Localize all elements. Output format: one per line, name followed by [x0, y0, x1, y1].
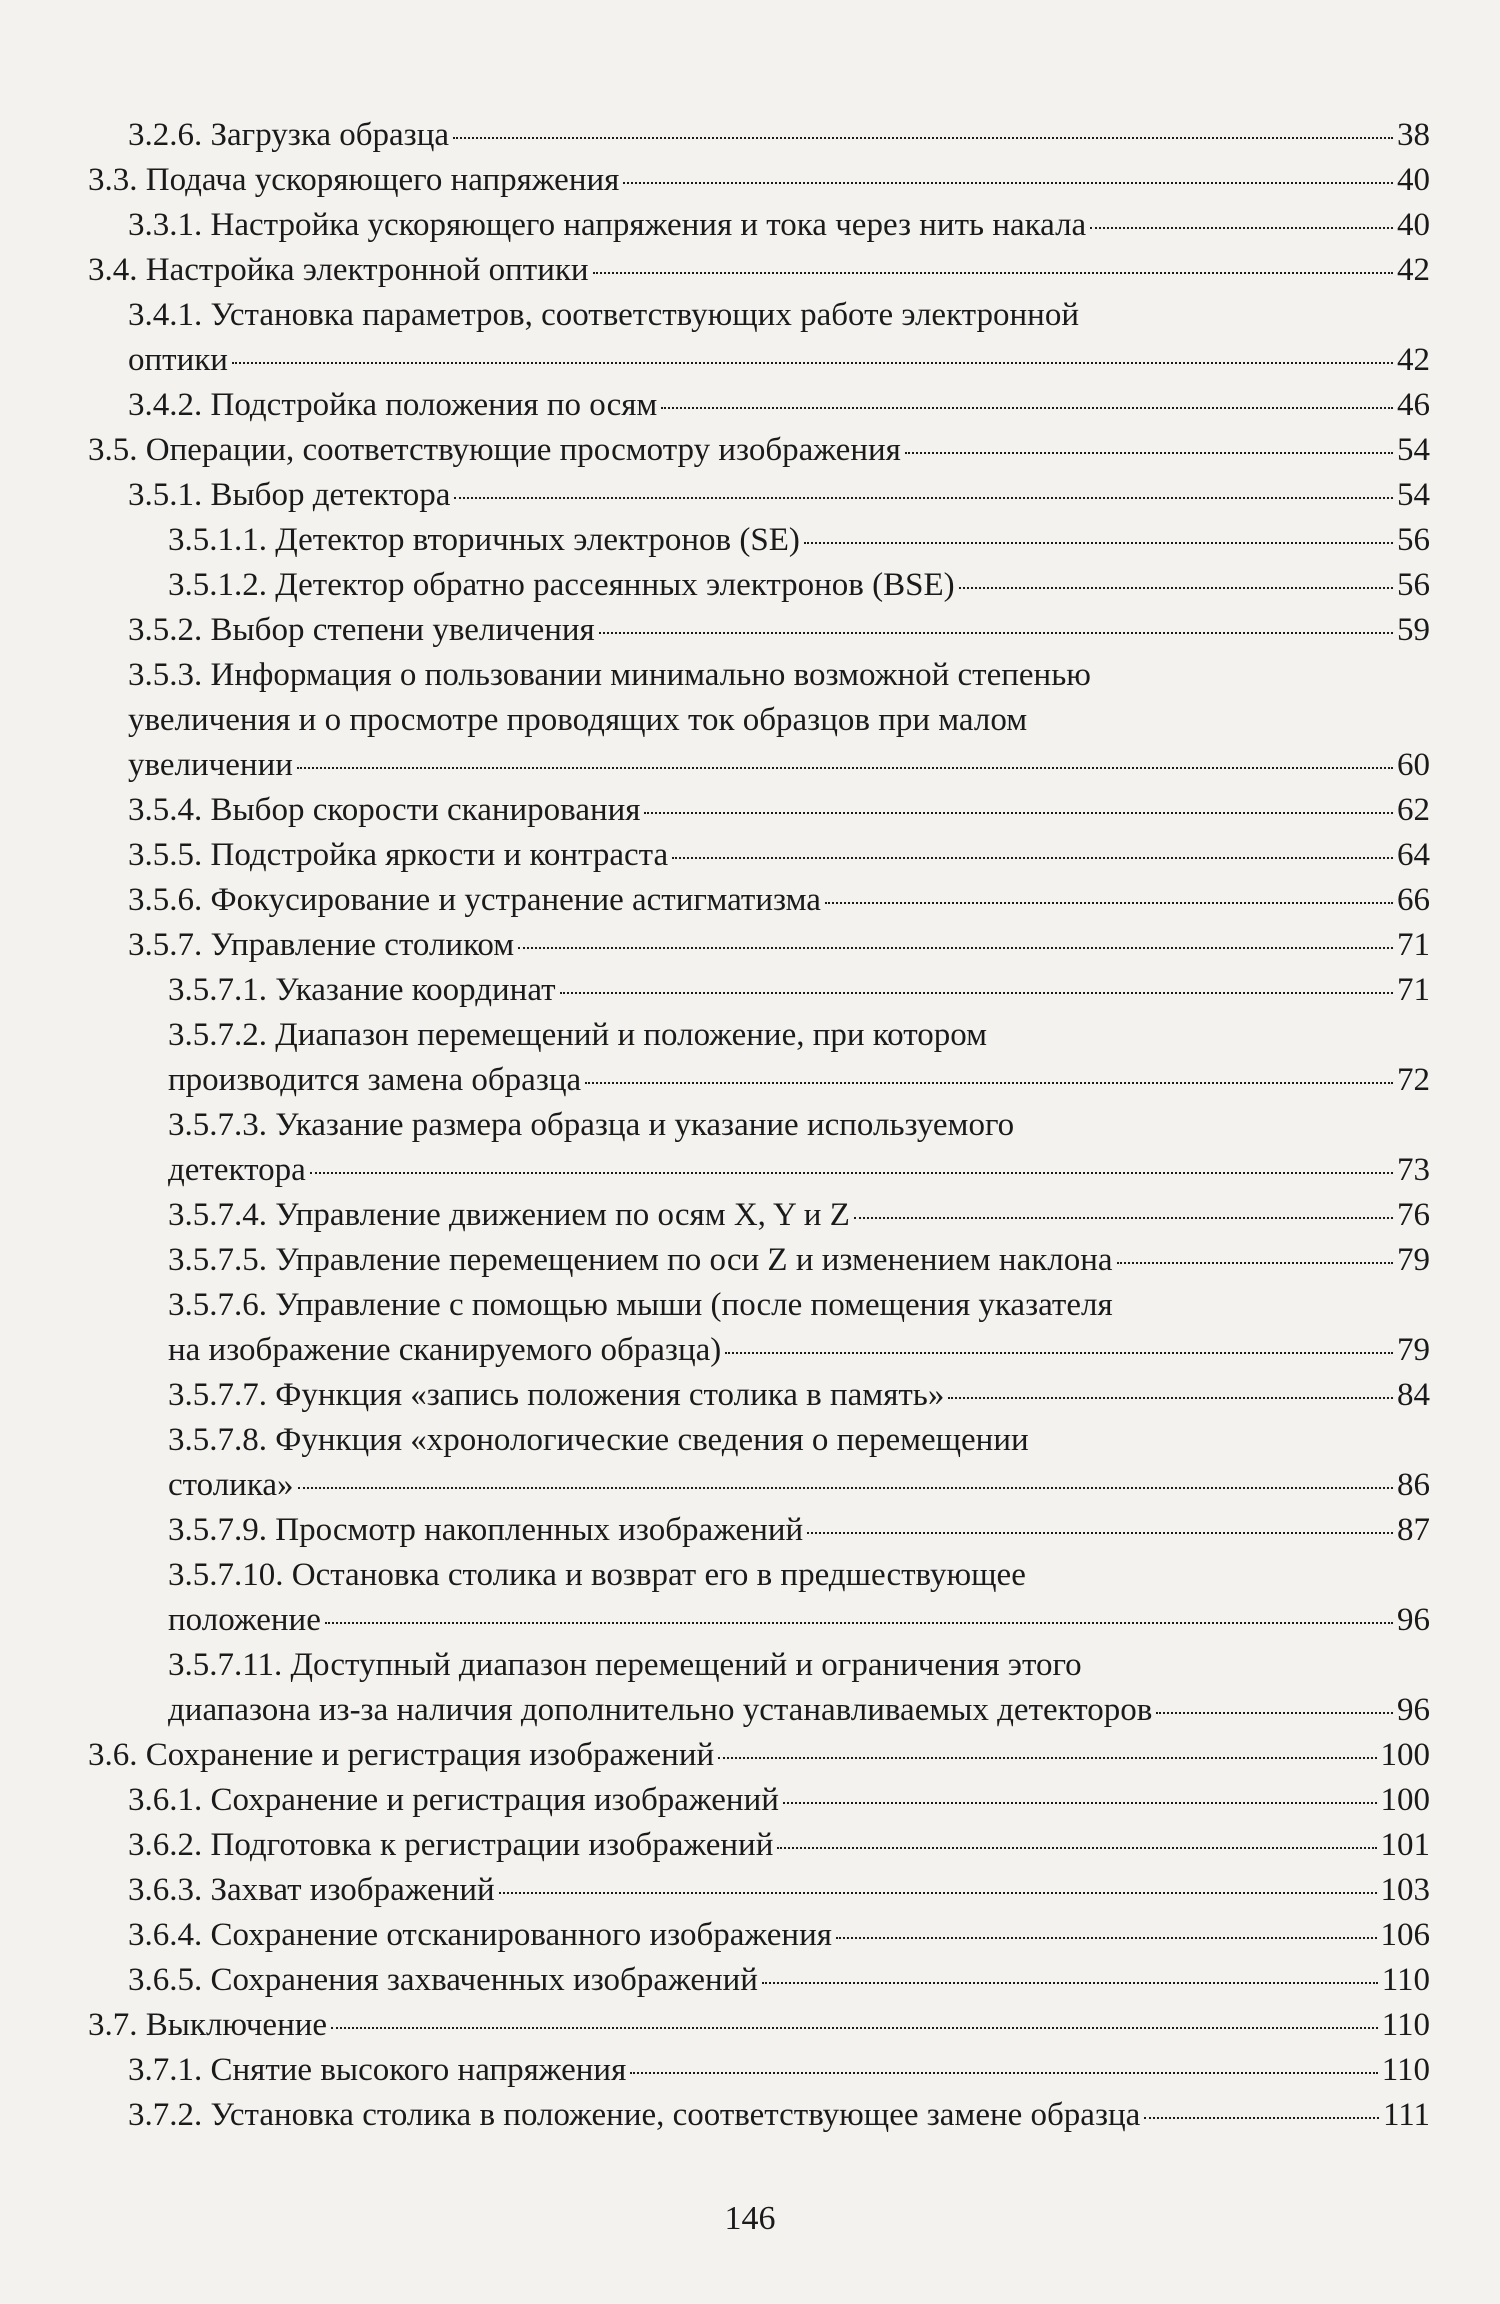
toc-entry-row	[168, 1238, 1430, 1283]
toc-entry-row	[128, 923, 1430, 968]
toc-entry-page: 79	[1397, 1242, 1430, 1278]
toc-entry-title: 3.7. Выключение	[88, 2007, 328, 2043]
toc-entry-page: 66	[1397, 882, 1430, 918]
toc-entry-title: 3.6.3. Захват изображений	[128, 1872, 495, 1908]
dot-leader	[1156, 1712, 1393, 1714]
toc-entry-row	[128, 338, 1430, 383]
toc-entry	[88, 1643, 1430, 1733]
toc-entry-title: 3.5.1.1. Детектор вторичных электронов (SE)	[168, 522, 800, 558]
toc-entry-row	[168, 1328, 1430, 1373]
toc-entry	[88, 2048, 1430, 2093]
toc-entry-title: 3.6.5. Сохранения захваченных изображений	[128, 1962, 758, 1998]
toc-entry-title: диапазона из-за наличия дополнительно устанавливаемых детекторов	[168, 1692, 1153, 1728]
toc-entry	[88, 428, 1430, 473]
dot-leader	[804, 542, 1393, 544]
toc-entry-title: 3.5.7.4. Управление движением по осям X, Y и Z	[168, 1197, 850, 1233]
toc-entry	[88, 518, 1430, 563]
dot-leader	[905, 452, 1393, 454]
toc-entry-row	[168, 1598, 1430, 1643]
toc-entry-title: столика»	[168, 1467, 294, 1503]
toc-entry-page: 110	[1381, 2052, 1430, 2088]
toc-entry-row	[128, 878, 1430, 923]
toc-entry-row	[168, 518, 1430, 563]
toc-entry-page: 54	[1397, 432, 1430, 468]
toc-entry-page: 60	[1397, 747, 1430, 783]
toc-entry-page: 71	[1397, 927, 1430, 963]
toc-entry-page: 76	[1397, 1197, 1430, 1233]
toc-entry-title-line: 3.5.7.3. Указание размера образца и указание используемого	[168, 1107, 1015, 1143]
toc-entry-page: 86	[1397, 1467, 1430, 1503]
toc-entry	[88, 1778, 1430, 1823]
toc-entry-row	[168, 563, 1430, 608]
toc-entry	[88, 1238, 1430, 1283]
dot-leader	[1144, 2117, 1379, 2119]
toc-entry	[88, 2003, 1430, 2048]
toc-entry-title: 3.5.2. Выбор степени увеличения	[128, 612, 595, 648]
toc-entry-page: 56	[1397, 522, 1430, 558]
toc-entry	[88, 203, 1430, 248]
toc-entry	[88, 473, 1430, 518]
dot-leader	[560, 992, 1393, 994]
toc-entry-title-line: увеличения и о просмотре проводящих ток образцов при малом	[128, 702, 1028, 738]
toc-entry	[88, 1508, 1430, 1553]
toc-entry	[88, 788, 1430, 833]
dot-leader	[836, 1937, 1377, 1939]
toc-entry	[88, 383, 1430, 428]
toc-entry-title-line: 3.5.7.2. Диапазон перемещений и положение, при котором	[168, 1017, 987, 1053]
toc-entry	[88, 1103, 1430, 1193]
toc-entry-page: 59	[1397, 612, 1430, 648]
toc-entry-row	[128, 788, 1430, 833]
dot-leader	[762, 1982, 1378, 1984]
toc-entry-title: 3.2.6. Загрузка образца	[128, 117, 450, 153]
toc-entry-title: 3.5.7.5. Управление перемещением по оси Z и изменением наклона	[168, 1242, 1113, 1278]
toc-entry-page: 40	[1397, 207, 1430, 243]
toc-entry-row	[128, 743, 1430, 788]
toc-entry-page: 101	[1380, 1827, 1430, 1863]
toc-entry	[88, 833, 1430, 878]
toc-entry-page: 42	[1397, 342, 1430, 378]
toc-entry-page: 87	[1397, 1512, 1430, 1548]
toc-entry	[88, 1958, 1430, 2003]
toc-entry-title: 3.3.1. Настройка ускоряющего напряжения и тока через нить накала	[128, 207, 1087, 243]
toc-entry-title: 3.6.2. Подготовка к регистрации изображений	[128, 1827, 774, 1863]
dot-leader	[599, 632, 1393, 634]
toc-entry-page: 110	[1381, 1962, 1430, 1998]
toc-entry-row	[128, 608, 1430, 653]
toc-entry-title: на изображение сканируемого образца)	[168, 1332, 722, 1368]
toc-entry-title: 3.5.7.9. Просмотр накопленных изображений	[168, 1512, 804, 1548]
toc-entry-page: 64	[1397, 837, 1430, 873]
dot-leader	[593, 272, 1393, 274]
toc-entry-title-line: 3.5.7.6. Управление с помощью мыши (после помещения указателя	[168, 1287, 1113, 1323]
toc-entry-title: 3.5.7. Управление столиком	[128, 927, 515, 963]
dot-leader	[807, 1532, 1393, 1534]
toc-entry-row	[88, 428, 1430, 473]
toc-entry	[88, 158, 1430, 203]
dot-leader	[298, 1487, 1393, 1489]
toc-entry	[88, 113, 1430, 158]
toc-entry	[88, 1868, 1430, 1913]
toc-entry-page: 46	[1397, 387, 1430, 423]
toc-entry-title-line: 3.5.7.8. Функция «хронологические сведения о перемещении	[168, 1422, 1029, 1458]
toc-entry-row	[128, 2093, 1430, 2138]
toc-entry-row	[88, 248, 1430, 293]
toc-entry-page: 38	[1397, 117, 1430, 153]
toc-entry-row	[168, 968, 1430, 1013]
toc-entry	[88, 2093, 1430, 2138]
dot-leader	[825, 902, 1393, 904]
toc-entry-title: 3.4.2. Подстройка положения по осям	[128, 387, 658, 423]
toc-entry-page: 111	[1382, 2097, 1430, 2133]
toc-entry-title: 3.6.1. Сохранение и регистрация изображений	[128, 1782, 779, 1818]
toc-entry	[88, 248, 1430, 293]
dot-leader	[1090, 227, 1393, 229]
toc-entry	[88, 1193, 1430, 1238]
toc-entry-title: 3.5.4. Выбор скорости сканирования	[128, 792, 641, 828]
toc-entry-row	[128, 473, 1430, 518]
toc-entry-row	[168, 1193, 1430, 1238]
toc-entry-title: детектора	[168, 1152, 306, 1188]
toc-entry-title: 3.7.2. Установка столика в положение, соответствующее замене образца	[128, 2097, 1141, 2133]
dot-leader	[297, 767, 1393, 769]
toc-entry-row	[128, 833, 1430, 878]
toc-entry	[88, 563, 1430, 608]
toc-entry-page: 73	[1397, 1152, 1430, 1188]
toc-entry-title: 3.4. Настройка электронной оптики	[88, 252, 589, 288]
toc-entry-page: 79	[1397, 1332, 1430, 1368]
toc-entry	[88, 968, 1430, 1013]
toc-entry-row	[128, 113, 1430, 158]
toc-entry-title: 3.7.1. Снятие высокого напряжения	[128, 2052, 627, 2088]
dot-leader	[1117, 1262, 1393, 1264]
toc-entry-page: 40	[1397, 162, 1430, 198]
toc-entry-title-line: 3.5.3. Информация о пользовании минимально возможной степенью	[128, 657, 1091, 693]
toc-entry-row	[168, 1508, 1430, 1553]
dot-leader	[948, 1397, 1393, 1399]
toc-entry-row	[128, 1778, 1430, 1823]
toc-entry	[88, 1733, 1430, 1778]
toc-entry	[88, 1823, 1430, 1868]
dot-leader	[777, 1847, 1376, 1849]
toc-entry-title: 3.3. Подача ускоряющего напряжения	[88, 162, 620, 198]
toc-entry-page: 110	[1381, 2007, 1430, 2043]
toc-entry-row	[168, 1688, 1430, 1733]
toc-entry-row	[168, 1148, 1430, 1193]
dot-leader	[661, 407, 1393, 409]
toc-entry	[88, 653, 1430, 788]
toc-entry-row	[128, 2048, 1430, 2093]
toc-entry	[88, 293, 1430, 383]
dot-leader	[854, 1217, 1393, 1219]
dot-leader	[725, 1352, 1393, 1354]
toc-entry-row	[128, 1913, 1430, 1958]
dot-leader	[232, 362, 1393, 364]
dot-leader	[623, 182, 1393, 184]
toc-entry-title: 3.5.7.7. Функция «запись положения столика в память»	[168, 1377, 945, 1413]
toc-entry-page: 71	[1397, 972, 1430, 1008]
toc-entry-row	[168, 1058, 1430, 1103]
dot-leader	[454, 497, 1393, 499]
toc-entry-title: 3.5.1.2. Детектор обратно рассеянных электронов (BSE)	[168, 567, 955, 603]
toc-entry-title: 3.5. Операции, соответствующие просмотру изображения	[88, 432, 901, 468]
toc-entry	[88, 608, 1430, 653]
toc-entry	[88, 1418, 1430, 1508]
dot-leader	[325, 1622, 1393, 1624]
toc-entry-page: 96	[1397, 1602, 1430, 1638]
toc-entry-page: 100	[1380, 1782, 1430, 1818]
toc-entry-title-line: 3.4.1. Установка параметров, соответствующих работе электронной	[128, 297, 1079, 333]
toc-entry	[88, 878, 1430, 923]
toc-entry-title: увеличении	[128, 747, 293, 783]
dot-leader	[585, 1082, 1393, 1084]
toc-entry-page: 103	[1380, 1872, 1430, 1908]
toc-entry-page: 62	[1397, 792, 1430, 828]
toc-entry-row	[88, 2003, 1430, 2048]
toc-entry-row	[88, 1733, 1430, 1778]
toc-entry-page: 42	[1397, 252, 1430, 288]
toc-entry-row	[88, 158, 1430, 203]
toc-entry-title: 3.5.7.1. Указание координат	[168, 972, 556, 1008]
toc-entry-row	[128, 383, 1430, 428]
toc-entry-row	[168, 1373, 1430, 1418]
toc-entry	[88, 1283, 1430, 1373]
toc-entry-page: 56	[1397, 567, 1430, 603]
dot-leader	[518, 947, 1393, 949]
toc-entry-title-line: 3.5.7.11. Доступный диапазон перемещений и ограничения этого	[168, 1647, 1082, 1683]
toc-entry-title: положение	[168, 1602, 321, 1638]
toc-entry	[88, 1013, 1430, 1103]
dot-leader	[310, 1172, 1393, 1174]
toc-entry-page: 96	[1397, 1692, 1430, 1728]
toc-entry-page: 72	[1397, 1062, 1430, 1098]
dot-leader	[783, 1802, 1377, 1804]
table-of-contents	[88, 113, 1430, 2138]
toc-entry-row	[128, 1958, 1430, 2003]
toc-entry-page: 106	[1380, 1917, 1430, 1953]
toc-entry-title: оптики	[128, 342, 228, 378]
toc-entry-title: 3.6.4. Сохранение отсканированного изображения	[128, 1917, 832, 1953]
toc-entry-title: производится замена образца	[168, 1062, 582, 1098]
toc-entry-row	[128, 1868, 1430, 1913]
toc-entry-page: 100	[1380, 1737, 1430, 1773]
dot-leader	[630, 2072, 1377, 2074]
toc-entry-page: 84	[1397, 1377, 1430, 1413]
dot-leader	[718, 1757, 1376, 1759]
page-number: 146	[724, 2200, 776, 2237]
dot-leader	[499, 1892, 1377, 1894]
toc-entry-row	[168, 1463, 1430, 1508]
toc-entry-title-line: 3.5.7.10. Остановка столика и возврат его в предшествующее	[168, 1557, 1026, 1593]
toc-entry	[88, 1913, 1430, 1958]
toc-entry	[88, 1373, 1430, 1418]
toc-entry-row	[128, 1823, 1430, 1868]
dot-leader	[959, 587, 1393, 589]
toc-entry-title: 3.5.6. Фокусирование и устранение астигматизма	[128, 882, 821, 918]
dot-leader	[644, 812, 1393, 814]
toc-entry-title: 3.5.1. Выбор детектора	[128, 477, 451, 513]
toc-entry-page: 54	[1397, 477, 1430, 513]
toc-entry-title: 3.5.5. Подстройка яркости и контраста	[128, 837, 669, 873]
toc-entry-title: 3.6. Сохранение и регистрация изображений	[88, 1737, 715, 1773]
toc-entry-row	[128, 203, 1430, 248]
dot-leader	[331, 2027, 1378, 2029]
dot-leader	[672, 857, 1393, 859]
toc-entry	[88, 923, 1430, 968]
toc-entry	[88, 1553, 1430, 1643]
dot-leader	[453, 137, 1393, 139]
